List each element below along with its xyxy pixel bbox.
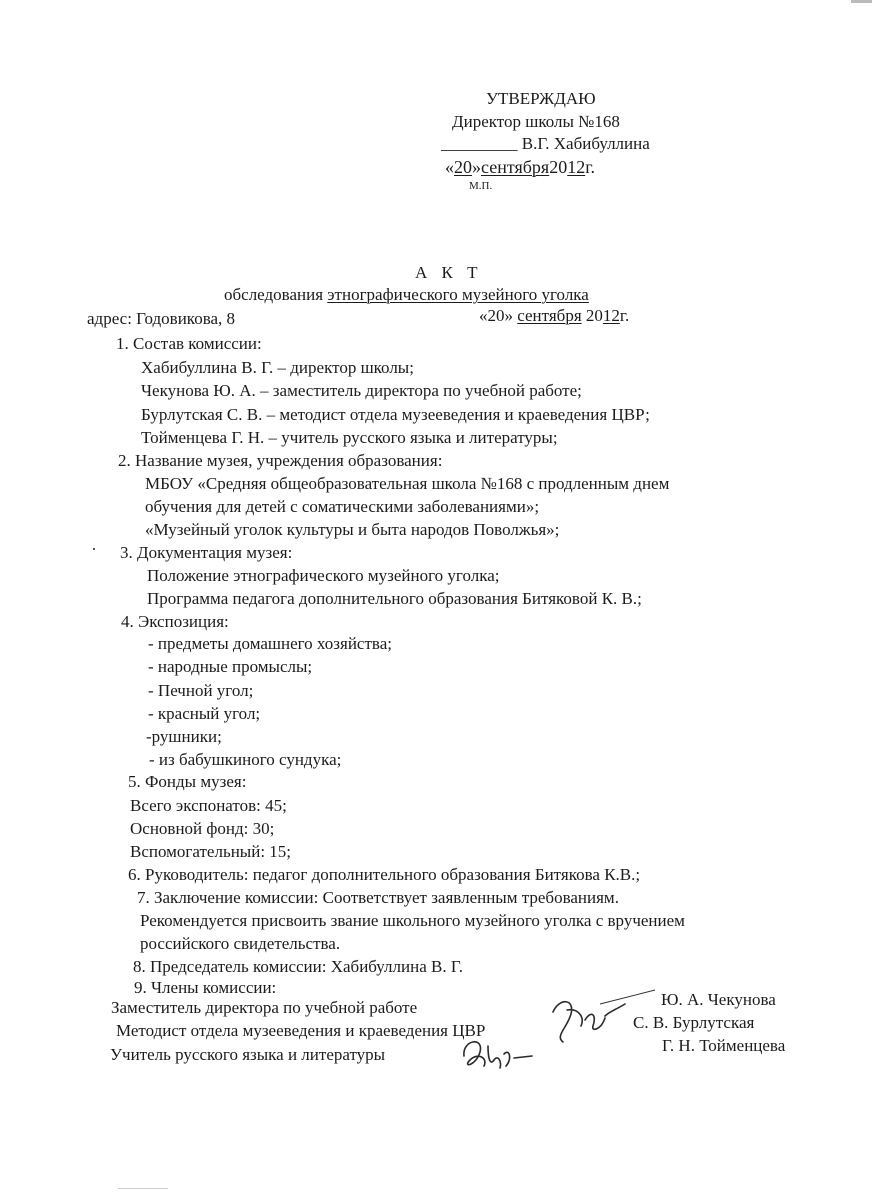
member-role: Методист отдела музееведения и краеведения ЦВР	[116, 1021, 486, 1040]
member-role: Учитель русского языка и литературы	[110, 1045, 386, 1064]
approval-date-year-suffix: 12	[567, 157, 586, 177]
exposition-item: - красный угол;	[148, 704, 261, 723]
section-8-chairman: 8. Председатель комиссии: Хабибуллина В. Г.	[133, 957, 464, 976]
museum-name-line: «Музейный уголок культуры и быта народов Поволжья»;	[145, 520, 560, 539]
section-6-supervisor: 6. Руководитель: педагог дополнительного образования Битякова К.В.;	[128, 865, 641, 884]
approval-date-month: сентября	[481, 157, 550, 177]
address: адрес: Годовикова, 8	[87, 309, 236, 328]
approval-heading: УТВЕРЖДАЮ	[486, 89, 596, 108]
approval-date-close-quote: »	[472, 157, 481, 177]
documentation-line: Положение этнографического музейного уголка;	[147, 566, 500, 585]
signature-blank: _________	[441, 134, 518, 153]
fund-line: Всего экспонатов: 45;	[130, 796, 287, 815]
scan-edge-mark	[851, 0, 872, 3]
approval-date-year-end: г.	[585, 157, 596, 177]
member-name: Ю. А. Чекунова	[661, 990, 776, 1009]
section-4-heading: 4. Экспозиция:	[121, 612, 229, 631]
exposition-item: - народные промыслы;	[148, 657, 313, 676]
member-name: С. В. Бурлутская	[633, 1013, 755, 1032]
institution-line: обучения для детей с соматическими заболеваниями»;	[145, 497, 540, 516]
approval-date	[445, 157, 595, 177]
burlutskaya-signature	[545, 992, 630, 1052]
institution-line: МБОУ «Средняя общеобразовательная школа №168 с продленным днем	[145, 474, 670, 493]
act-date-prefix: «20»	[479, 306, 518, 325]
toymentseva-signature	[458, 1032, 538, 1077]
commission-member-line: Чекунова Ю. А. – заместитель директора по учебной работе;	[141, 381, 582, 400]
act-date	[479, 306, 629, 326]
exposition-item: - Печной угол;	[148, 681, 254, 700]
exposition-item: -рушники;	[146, 727, 222, 746]
approval-date-day: 20	[454, 157, 472, 177]
conclusion-line: Рекомендуется присвоить звание школьного музейного уголка с вручением	[140, 911, 685, 930]
documentation-line: Программа педагога дополнительного образования Битяковой К. В.;	[147, 589, 642, 608]
act-date-month: сентября	[517, 306, 582, 325]
member-name: Г. Н. Тойменцева	[662, 1036, 786, 1055]
document-title: А К Т	[415, 263, 483, 282]
stamp-place: М.П.	[469, 180, 493, 192]
subtitle-object: этнографического музейного уголка	[327, 285, 589, 304]
section-7-conclusion: 7. Заключение комиссии: Соответствует заявленным требованиям.	[137, 888, 619, 907]
section-2-heading: 2. Название музея, учреждения образования:	[118, 451, 443, 470]
commission-member-line: Бурлутская С. В. – методист отдела музееведения и краеведения ЦВР;	[141, 405, 650, 424]
section-3-heading: 3. Документация музея:	[120, 543, 293, 562]
act-date-year-prefix: 20	[581, 306, 603, 325]
approval-date-open-quote: «	[445, 157, 454, 177]
approval-signature-line	[441, 134, 650, 154]
member-role: Заместитель директора по учебной работе	[111, 998, 418, 1017]
scan-edge-mark	[118, 1188, 168, 1189]
section-1-heading: 1. Состав комиссии:	[116, 334, 262, 353]
conclusion-line: российского свидетельства.	[140, 934, 341, 953]
act-date-year-end: г.	[619, 306, 630, 325]
fund-line: Вспомогательный: 15;	[130, 842, 292, 861]
approval-date-year-prefix: 20	[549, 157, 568, 177]
subtitle-prefix: обследования	[224, 285, 328, 304]
approval-position: Директор школы №168	[452, 112, 620, 131]
section-5-heading: 5. Фонды музея:	[128, 772, 247, 791]
exposition-item: - из бабушкиного сундука;	[149, 750, 342, 769]
section-9-heading: 9. Члены комиссии:	[134, 978, 277, 997]
approval-name: В.Г. Хабибуллина	[521, 134, 650, 153]
fund-line: Основной фонд: 30;	[130, 819, 275, 838]
exposition-item: - предметы домашнего хозяйства;	[148, 634, 392, 653]
commission-member-line: Тойменцева Г. Н. – учитель русского языка и литературы;	[141, 428, 558, 447]
commission-member-line: Хабибуллина В. Г. – директор школы;	[141, 358, 414, 377]
document-subtitle	[224, 285, 589, 305]
scan-speck	[93, 548, 95, 550]
act-date-year-suffix: 12	[602, 306, 620, 325]
